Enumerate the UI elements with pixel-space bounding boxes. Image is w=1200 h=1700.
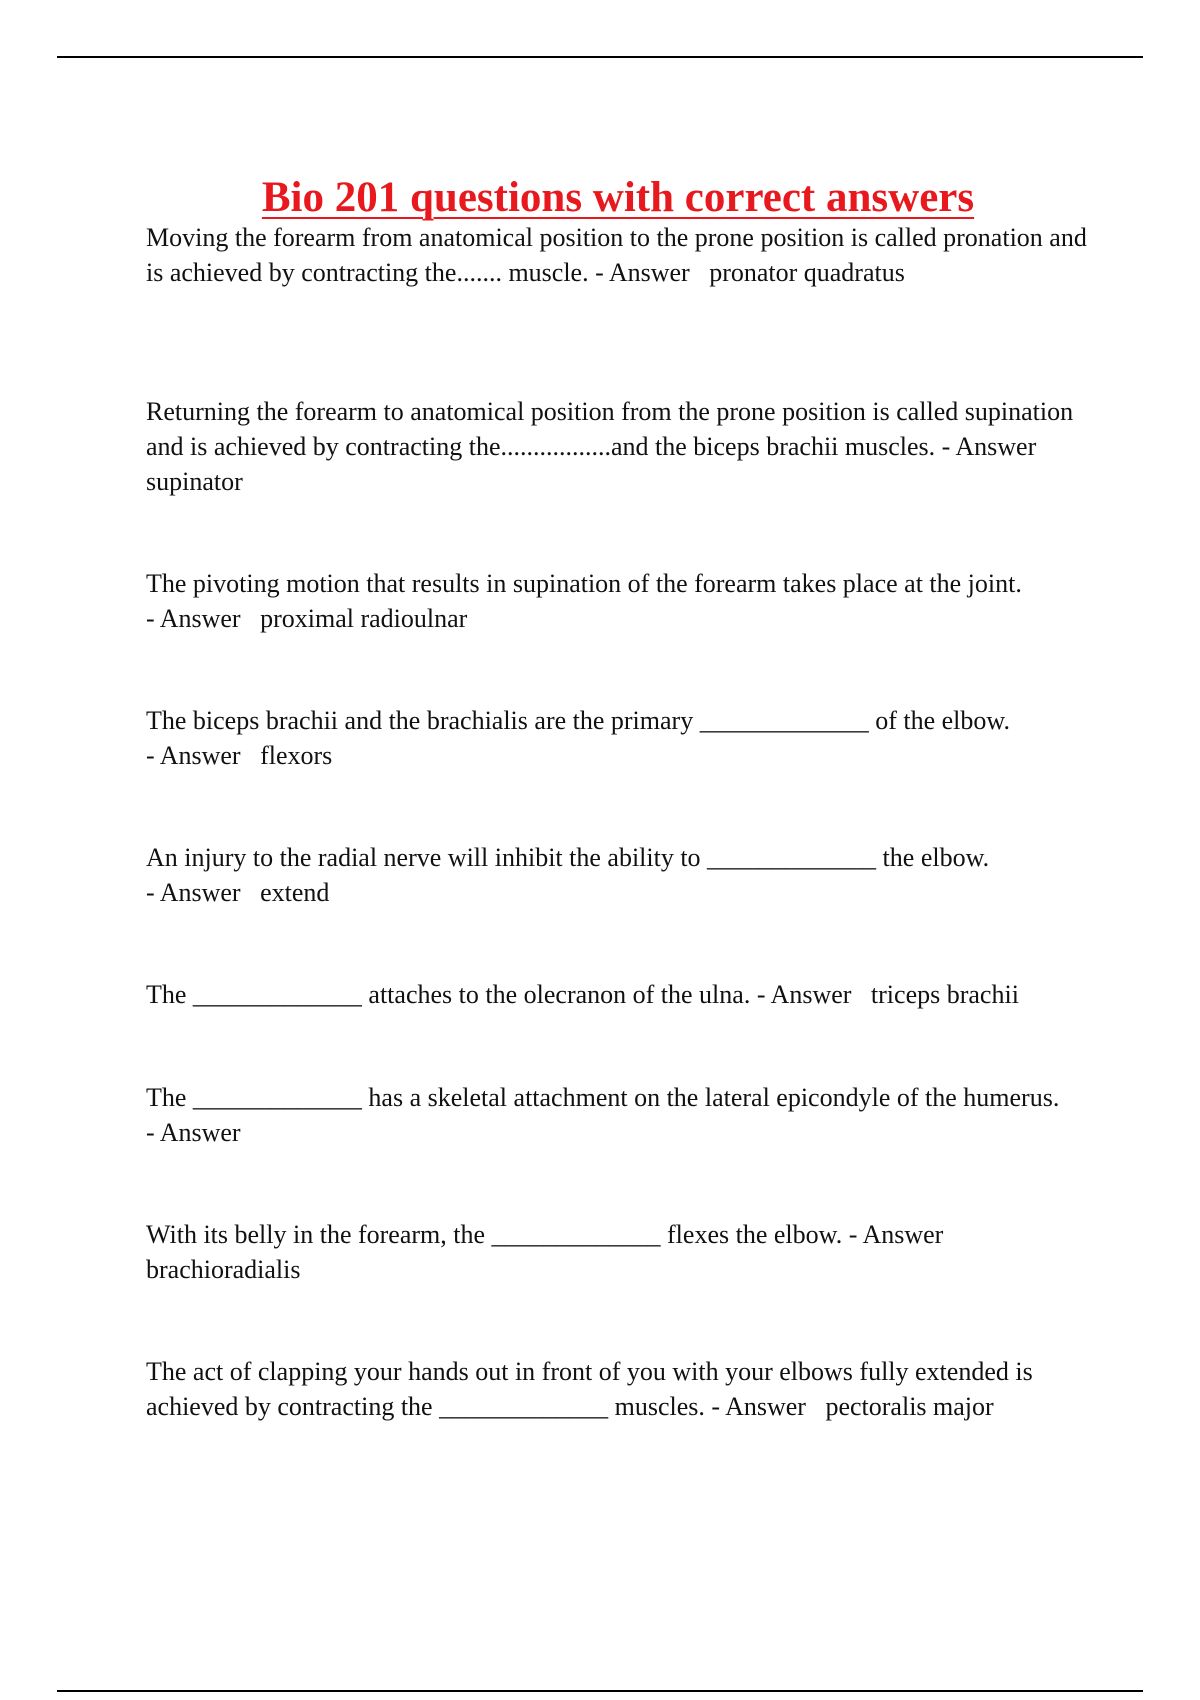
- answer-prefix: - Answer: [848, 1220, 944, 1249]
- question-text: The act of clapping your hands out in front of you with your elbows fully extended is achieved by contracting the _____________ muscles.: [146, 1357, 1040, 1421]
- qa-item-3: [146, 566, 1096, 636]
- answer-text: brachioradialis: [146, 1255, 301, 1284]
- answer-prefix: - Answer: [711, 1392, 806, 1421]
- qa-item-4: [146, 703, 1096, 773]
- answer-prefix: - Answer: [595, 258, 690, 287]
- answer-text: extend: [260, 878, 330, 907]
- question-text: The _____________ has a skeletal attachment on the lateral epicondyle of the humerus.: [146, 1083, 1060, 1112]
- answer-text: triceps brachii: [870, 980, 1019, 1009]
- answer-prefix: - Answer: [146, 1118, 241, 1147]
- question-text: An injury to the radial nerve will inhibit the ability to _____________ the elbow.: [146, 843, 990, 872]
- answer-text: proximal radioulnar: [260, 604, 468, 633]
- question-text: Moving the forearm from anatomical position to the prone position is called pronation and is achieved by contracting the....... muscle.: [146, 223, 1094, 287]
- question-text: With its belly in the forearm, the _____________ flexes the elbow.: [146, 1220, 843, 1249]
- qa-item-2: [146, 394, 1096, 499]
- bottom-rule: [57, 1690, 1143, 1692]
- top-rule: [57, 56, 1143, 58]
- qa-item-1: [146, 220, 1096, 290]
- question-text: Returning the forearm to anatomical position from the prone position is called supination and is achieved by contracting the.................and the biceps brachii muscles.: [146, 397, 1080, 461]
- question-text: The pivoting motion that results in supination of the forearm takes place at the joint.: [146, 569, 1022, 598]
- page-title: Bio 201 questions with correct answers: [261, 173, 975, 221]
- answer-prefix: - Answer: [146, 604, 241, 633]
- answer-prefix: - Answer: [941, 432, 1037, 461]
- question-text: The _____________ attaches to the olecranon of the ulna.: [146, 980, 751, 1009]
- answer-text: pronator quadratus: [709, 258, 905, 287]
- answer-prefix: - Answer: [146, 741, 241, 770]
- qa-item-8: [146, 1217, 1096, 1287]
- answer-text: flexors: [260, 741, 333, 770]
- qa-item-9: [146, 1354, 1096, 1424]
- question-text: The biceps brachii and the brachialis are the primary _____________ of the elbow.: [146, 706, 1010, 735]
- qa-item-7: [146, 1080, 1096, 1150]
- answer-text: pectoralis major: [825, 1392, 994, 1421]
- answer-text: supinator: [146, 467, 243, 496]
- answer-prefix: - Answer: [146, 878, 241, 907]
- qa-item-6: [146, 977, 1096, 1012]
- answer-prefix: - Answer: [756, 980, 852, 1009]
- qa-item-5: [146, 840, 1096, 910]
